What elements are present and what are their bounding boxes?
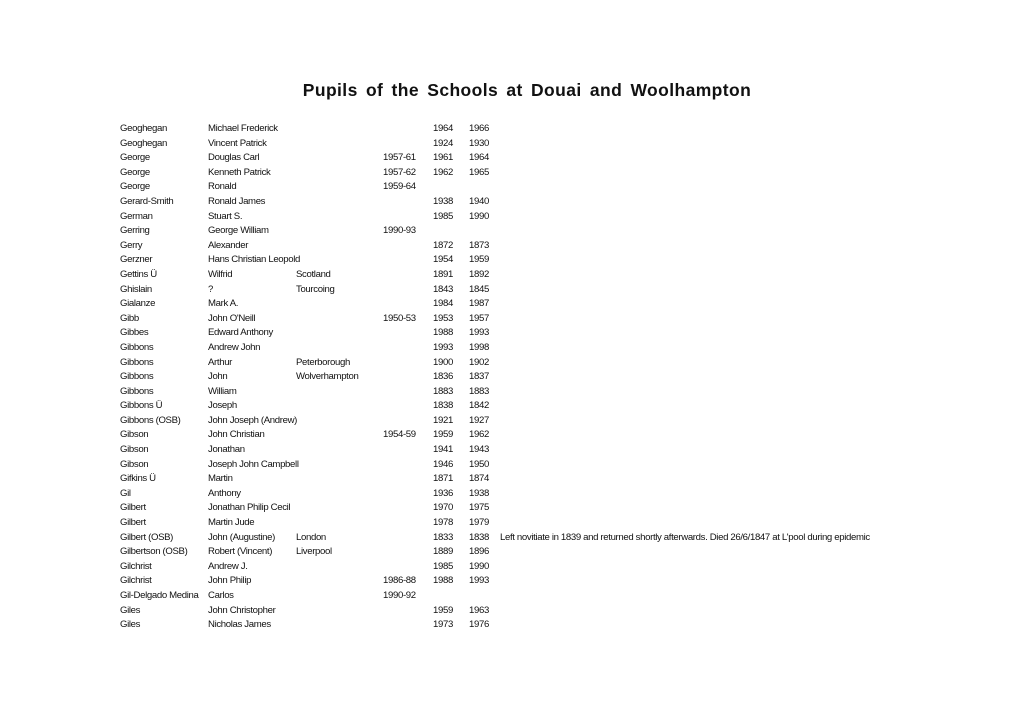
pupil-year-entered: 1871 [433, 473, 453, 485]
table-row [0, 589, 1024, 604]
pupil-year-left: 1927 [469, 414, 489, 426]
pupil-first-names: Jonathan [208, 444, 245, 456]
pupil-surname: George [120, 181, 150, 193]
pupil-first-names: John [208, 371, 228, 383]
pupil-year-left: 1959 [469, 254, 489, 266]
pupil-year-entered: 1836 [433, 371, 453, 383]
table-row [0, 166, 1024, 181]
pupil-year-left: 1993 [469, 575, 489, 587]
pupil-year-left: 1976 [469, 619, 489, 631]
pupil-surname: Gilchrist [120, 575, 152, 587]
pupil-surname: Gibbons Ü [120, 400, 163, 412]
pupil-first-names: John (Augustine) [208, 531, 275, 543]
table-row [0, 472, 1024, 487]
table-row [0, 414, 1024, 429]
pupil-first-names: Andrew J. [208, 560, 248, 572]
pupil-dates: 1986-88 [383, 575, 416, 587]
pupil-surname: Gibson [120, 458, 149, 470]
pupil-year-left: 1990 [469, 210, 489, 222]
pupil-list [0, 122, 1024, 633]
table-row [0, 604, 1024, 619]
pupil-surname: Giles [120, 604, 141, 616]
pupil-year-left: 1965 [469, 166, 489, 178]
pupil-first-names: Hans Christian Leopold [208, 254, 301, 266]
pupil-first-names: ? [208, 283, 213, 295]
pupil-first-names: Wilfrid [208, 268, 233, 280]
pupil-surname: Gilbert (OSB) [120, 531, 174, 543]
pupil-year-left: 1845 [469, 283, 489, 295]
pupil-dates: 1990-93 [383, 225, 416, 237]
table-row [0, 326, 1024, 341]
pupil-first-names: Edward Anthony [208, 327, 273, 339]
pupil-dates: 1957-61 [383, 152, 416, 164]
pupil-year-entered: 1959 [433, 429, 453, 441]
pupil-dates: 1959-64 [383, 181, 416, 193]
pupil-first-names: Alexander [208, 239, 249, 251]
pupil-place: London [296, 531, 326, 543]
pupil-year-left: 1943 [469, 444, 489, 456]
table-row [0, 385, 1024, 400]
pupil-first-names: Michael Frederick [208, 123, 278, 134]
table-row [0, 501, 1024, 516]
pupil-surname: Geoghegan [120, 137, 167, 149]
pupil-year-entered: 1962 [433, 166, 453, 178]
pupil-year-entered: 1900 [433, 356, 453, 368]
table-row [0, 341, 1024, 356]
pupil-year-left: 1990 [469, 560, 489, 572]
pupil-year-entered: 1985 [433, 210, 453, 222]
pupil-first-names: John Philip [208, 575, 252, 587]
pupil-year-entered: 1883 [433, 385, 453, 397]
pupil-surname: George [120, 166, 150, 178]
pupil-surname: Gibbons [120, 385, 154, 397]
pupil-surname: Gerard-Smith [120, 195, 174, 207]
pupil-surname: Geoghegan [120, 123, 167, 134]
pupil-surname: Gerzner [120, 254, 153, 266]
pupil-surname: George [120, 152, 150, 164]
pupil-surname: Giles [120, 619, 141, 631]
pupil-year-entered: 1891 [433, 268, 453, 280]
table-row [0, 516, 1024, 531]
pupil-surname: Gil-Delgado Medina [120, 590, 199, 601]
pupil-year-left: 1998 [469, 341, 489, 353]
pupil-year-entered: 1978 [433, 517, 453, 529]
pupil-first-names: Martin Jude [208, 517, 255, 529]
pupil-first-names: Andrew John [208, 341, 261, 353]
pupil-year-entered: 1941 [433, 444, 453, 456]
pupil-year-entered: 1938 [433, 195, 453, 207]
pupil-year-left: 1930 [469, 137, 489, 149]
pupil-year-entered: 1921 [433, 414, 453, 426]
table-row [0, 195, 1024, 210]
pupil-year-entered: 1988 [433, 575, 453, 587]
pupil-year-entered: 1872 [433, 239, 453, 251]
pupil-year-left: 1892 [469, 268, 489, 280]
pupil-place: Wolverhampton [296, 371, 359, 383]
table-row [0, 180, 1024, 195]
pupil-surname: Gialanze [120, 298, 156, 310]
pupil-year-entered: 1936 [433, 487, 453, 499]
pupil-first-names: Kenneth Patrick [208, 166, 271, 178]
table-row [0, 428, 1024, 443]
table-row [0, 487, 1024, 502]
pupil-first-names: Ronald James [208, 195, 266, 207]
pupil-year-entered: 1985 [433, 560, 453, 572]
pupil-year-entered: 1924 [433, 137, 453, 149]
pupil-first-names: Arthur [208, 356, 233, 368]
pupil-surname: Gifkins Ü [120, 473, 156, 485]
pupil-year-entered: 1993 [433, 341, 453, 353]
pupil-surname: Gil [120, 487, 131, 499]
pupil-first-names: John O'Neill [208, 312, 256, 324]
page-title: Pupils of the Schools at Douai and Woolhampton [302, 80, 752, 100]
pupil-first-names: Joseph [208, 400, 237, 412]
pupil-year-entered: 1838 [433, 400, 453, 412]
pupil-first-names: Vincent Patrick [208, 137, 267, 149]
pupil-year-entered: 1953 [433, 312, 453, 324]
pupil-year-entered: 1889 [433, 546, 453, 558]
pupil-surname: German [120, 210, 153, 222]
pupil-first-names: Robert (Vincent) [208, 546, 273, 558]
pupil-dates: 1950-53 [383, 312, 416, 324]
pupil-place: Scotland [296, 268, 331, 280]
pupil-year-entered: 1946 [433, 458, 453, 470]
pupil-first-names: William [208, 385, 237, 397]
table-row [0, 239, 1024, 254]
table-row [0, 137, 1024, 152]
pupil-surname: Gilchrist [120, 560, 152, 572]
pupil-first-names: Stuart S. [208, 210, 243, 222]
pupil-dates: 1957-62 [383, 166, 416, 178]
pupil-year-entered: 1970 [433, 502, 453, 514]
pupil-year-left: 1842 [469, 400, 489, 412]
table-row [0, 297, 1024, 312]
pupil-first-names: Ronald [208, 181, 237, 193]
pupil-first-names: Anthony [208, 487, 241, 499]
pupil-year-entered: 1984 [433, 298, 453, 310]
pupil-first-names: Mark A. [208, 298, 239, 310]
pupil-year-left: 1874 [469, 473, 489, 485]
table-row [0, 268, 1024, 283]
pupil-year-entered: 1954 [433, 254, 453, 266]
table-row [0, 122, 1024, 137]
pupil-surname: Gilbert [120, 502, 146, 514]
table-row [0, 151, 1024, 166]
table-row [0, 224, 1024, 239]
pupil-first-names: Nicholas James [208, 619, 271, 631]
pupil-year-left: 1896 [469, 546, 489, 558]
pupil-year-left: 1883 [469, 385, 489, 397]
table-row [0, 283, 1024, 298]
pupil-first-names: George William [208, 225, 269, 237]
pupil-surname: Ghislain [120, 283, 152, 295]
pupil-year-left: 1963 [469, 604, 489, 616]
pupil-year-left: 1940 [469, 195, 489, 207]
pupil-first-names: Martin [208, 473, 233, 485]
pupil-surname: Gibbes [120, 327, 149, 339]
table-row [0, 356, 1024, 371]
pupil-surname: Gibson [120, 444, 149, 456]
pupil-first-names: Joseph John Campbell [208, 458, 299, 470]
pupil-first-names: John Joseph (Andrew) [208, 414, 297, 426]
pupil-year-left: 1938 [469, 487, 489, 499]
pupil-year-left: 1993 [469, 327, 489, 339]
pupil-surname: Gibbons [120, 371, 154, 383]
pupil-surname: Gibson [120, 429, 149, 441]
pupil-year-left: 1966 [469, 123, 489, 134]
pupil-year-entered: 1973 [433, 619, 453, 631]
pupil-surname: Gibbons (OSB) [120, 414, 181, 426]
table-row [0, 560, 1024, 575]
table-row [0, 253, 1024, 268]
pupil-place: Peterborough [296, 356, 350, 368]
table-row [0, 574, 1024, 589]
table-row [0, 531, 1024, 546]
table-row [0, 399, 1024, 414]
pupil-dates: 1990-92 [383, 590, 416, 601]
pupil-year-left: 1957 [469, 312, 489, 324]
pupil-surname: Gibbons [120, 356, 154, 368]
pupil-surname: Gerry [120, 239, 143, 251]
table-row [0, 545, 1024, 560]
table-row [0, 618, 1024, 633]
table-row [0, 443, 1024, 458]
pupil-surname: Gibb [120, 312, 139, 324]
pupil-year-entered: 1961 [433, 152, 453, 164]
pupil-surname: Gibbons [120, 341, 154, 353]
pupil-year-left: 1979 [469, 517, 489, 529]
pupil-year-entered: 1964 [433, 123, 453, 134]
pupil-year-left: 1987 [469, 298, 489, 310]
pupil-dates: 1954-59 [383, 429, 416, 441]
pupil-year-left: 1838 [469, 531, 489, 543]
table-row [0, 312, 1024, 327]
pupil-surname: Gettins Ü [120, 268, 157, 280]
pupil-year-left: 1975 [469, 502, 489, 514]
pupil-note: Left novitiate in 1839 and returned shortly afterwards. Died 26/6/1847 at L'pool during epidemic [500, 531, 870, 543]
pupil-year-left: 1837 [469, 371, 489, 383]
pupil-year-left: 1873 [469, 239, 489, 251]
table-row [0, 210, 1024, 225]
pupil-first-names: Jonathan Philip Cecil [208, 502, 291, 514]
pupil-year-entered: 1988 [433, 327, 453, 339]
table-row [0, 458, 1024, 473]
pupil-surname: Gilbertson (OSB) [120, 546, 188, 558]
pupil-first-names: Douglas Carl [208, 152, 260, 164]
pupil-place: Tourcoing [296, 283, 335, 295]
pupil-surname: Gerring [120, 225, 150, 237]
table-row [0, 370, 1024, 385]
pupil-first-names: John Christian [208, 429, 265, 441]
pupil-year-entered: 1843 [433, 283, 453, 295]
pupil-year-left: 1902 [469, 356, 489, 368]
pupil-first-names: Carlos [208, 590, 234, 601]
pupil-year-left: 1964 [469, 152, 489, 164]
pupil-year-left: 1950 [469, 458, 489, 470]
pupil-year-entered: 1959 [433, 604, 453, 616]
pupil-year-entered: 1833 [433, 531, 453, 543]
pupil-surname: Gilbert [120, 517, 146, 529]
pupil-year-left: 1962 [469, 429, 489, 441]
pupil-place: Liverpool [296, 546, 332, 558]
pupil-first-names: John Christopher [208, 604, 276, 616]
